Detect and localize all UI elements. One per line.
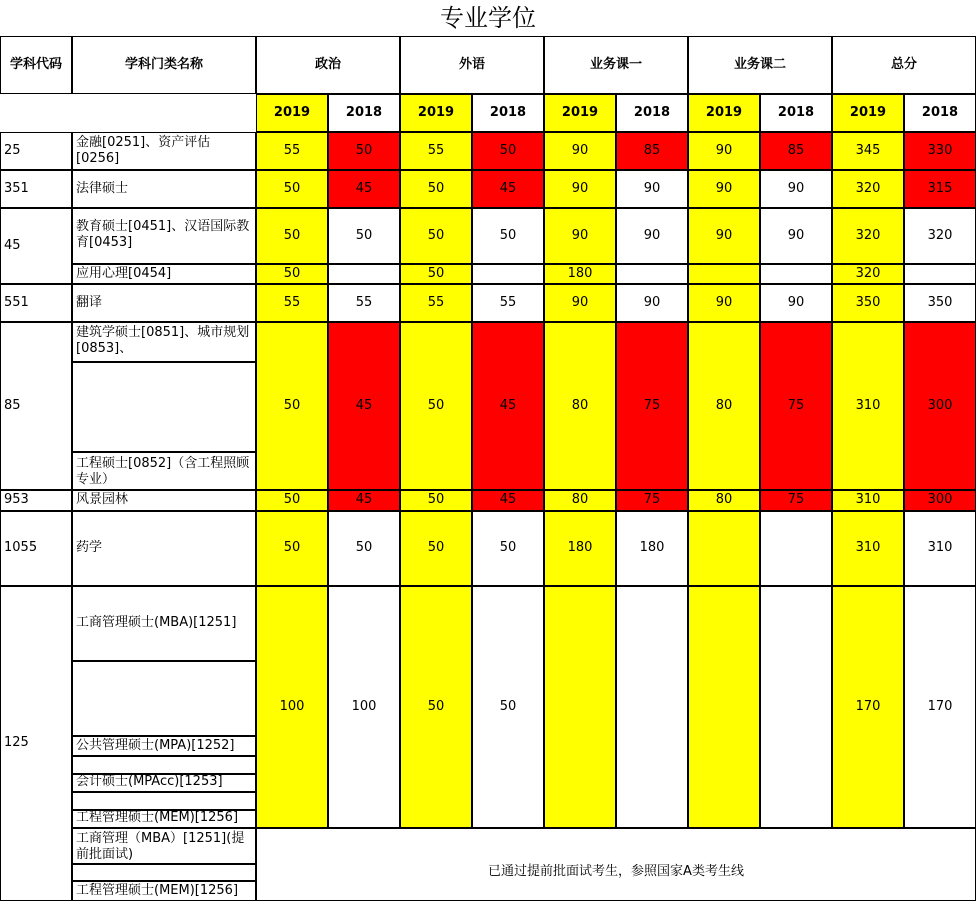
- subject-name-blank: [72, 792, 256, 810]
- score-cell: 55: [400, 284, 472, 322]
- score-cell: [616, 264, 688, 284]
- score-cell: 90: [760, 208, 832, 264]
- score-cell: 170: [832, 586, 904, 828]
- score-cell: [688, 511, 760, 586]
- score-cell: 50: [400, 586, 472, 828]
- score-cell: [328, 264, 400, 284]
- year-politics-2019: 2019: [256, 94, 328, 132]
- score-cell: 90: [544, 208, 616, 264]
- score-cell: 300: [904, 490, 976, 511]
- score-cell: 90: [544, 132, 616, 170]
- score-cell: [760, 586, 832, 828]
- score-cell: 80: [688, 322, 760, 490]
- score-cell: 50: [400, 322, 472, 490]
- score-cell: 50: [472, 208, 544, 264]
- score-cell: 300: [904, 322, 976, 490]
- year-total-2019: 2019: [832, 94, 904, 132]
- score-cell: 50: [472, 586, 544, 828]
- score-cell: 345: [832, 132, 904, 170]
- score-cell: 50: [400, 170, 472, 208]
- score-cell: 310: [832, 511, 904, 586]
- score-cell: 100: [256, 586, 328, 828]
- score-cell: 90: [616, 284, 688, 322]
- year-course1-2019: 2019: [544, 94, 616, 132]
- subject-name: 翻译: [72, 284, 256, 322]
- header-course-two: 业务课二: [688, 36, 832, 94]
- score-cell: 55: [472, 284, 544, 322]
- subject-code: 25: [0, 132, 72, 170]
- score-cell: [760, 511, 832, 586]
- score-cell: 310: [904, 511, 976, 586]
- subject-name: 工商管理硕士(MBA)[1251]: [72, 586, 256, 661]
- header-name: 学科门类名称: [72, 36, 256, 94]
- score-cell: 320: [832, 208, 904, 264]
- score-cell: 50: [256, 322, 328, 490]
- score-cell: 55: [400, 132, 472, 170]
- score-cell: 90: [688, 284, 760, 322]
- score-cell: 75: [616, 490, 688, 511]
- subject-name: 工商管理（MBA）[1251](提前批面试): [72, 828, 256, 864]
- header-code: 学科代码: [0, 36, 72, 94]
- score-cell: 80: [544, 490, 616, 511]
- score-cell: 55: [256, 284, 328, 322]
- score-cell: 50: [472, 511, 544, 586]
- early-batch-note: 已通过提前批面试考生，参照国家A类考生线: [256, 828, 976, 901]
- score-cell: 180: [616, 511, 688, 586]
- score-cell: 85: [760, 132, 832, 170]
- score-cell: 90: [544, 170, 616, 208]
- subject-name: 应用心理[0454]: [72, 264, 256, 284]
- year-foreign-2019: 2019: [400, 94, 472, 132]
- score-cell: 90: [616, 170, 688, 208]
- score-cell: 350: [832, 284, 904, 322]
- header-politics: 政治: [256, 36, 400, 94]
- score-cell: 50: [256, 511, 328, 586]
- header-foreign-language: 外语: [400, 36, 544, 94]
- score-cell: 50: [256, 208, 328, 264]
- subject-name: 法律硕士: [72, 170, 256, 208]
- score-cell: [616, 586, 688, 828]
- score-cell: 50: [400, 208, 472, 264]
- score-cell: 330: [904, 132, 976, 170]
- score-cell: 350: [904, 284, 976, 322]
- subject-name: 公共管理硕士(MPA)[1252]: [72, 736, 256, 756]
- score-cell: 50: [328, 132, 400, 170]
- year-politics-2018: 2018: [328, 94, 400, 132]
- score-cell: [904, 264, 976, 284]
- subject-name: 工程管理硕士(MEM)[1256]: [72, 810, 256, 828]
- year-course1-2018: 2018: [616, 94, 688, 132]
- score-cell: 50: [400, 511, 472, 586]
- subject-name-blank: [72, 756, 256, 774]
- subject-name-blank: [72, 661, 256, 736]
- score-cell: 180: [544, 264, 616, 284]
- score-cell: 45: [328, 490, 400, 511]
- year-total-2018: 2018: [904, 94, 976, 132]
- subject-name-blank: [72, 864, 256, 881]
- score-cell: 75: [760, 322, 832, 490]
- year-foreign-2018: 2018: [472, 94, 544, 132]
- score-cell: 55: [256, 132, 328, 170]
- subject-code: 1055: [0, 511, 72, 586]
- subject-code: 551: [0, 284, 72, 322]
- subject-name: 工程管理硕士(MEM)[1256]: [72, 881, 256, 901]
- subject-code: 45: [0, 208, 72, 284]
- score-cell: 320: [832, 170, 904, 208]
- score-cell: 50: [256, 170, 328, 208]
- score-cell: 45: [328, 170, 400, 208]
- subject-name-blank: [72, 362, 256, 452]
- score-cell: 90: [760, 284, 832, 322]
- score-cell: [472, 264, 544, 284]
- score-cell: 45: [472, 322, 544, 490]
- score-cell: 310: [832, 490, 904, 511]
- score-cell: 90: [616, 208, 688, 264]
- score-cell: 90: [760, 170, 832, 208]
- score-cell: 90: [688, 208, 760, 264]
- subject-name: 教育硕士[0451]、汉语国际教育[0453]: [72, 208, 256, 264]
- score-cell: 50: [256, 490, 328, 511]
- score-cell: 100: [328, 586, 400, 828]
- score-cell: 55: [328, 284, 400, 322]
- score-cell: 75: [760, 490, 832, 511]
- header-total: 总分: [832, 36, 976, 94]
- subject-name: 药学: [72, 511, 256, 586]
- score-cell: 170: [904, 586, 976, 828]
- score-cell: 45: [328, 322, 400, 490]
- subject-code: 125: [0, 586, 72, 901]
- subject-name: 建筑学硕士[0851]、城市规划[0853]、: [72, 322, 256, 362]
- header-course-one: 业务课一: [544, 36, 688, 94]
- page-title: 专业学位: [440, 4, 536, 32]
- score-cell: 80: [688, 490, 760, 511]
- score-cell: [760, 264, 832, 284]
- year-course2-2018: 2018: [760, 94, 832, 132]
- score-cell: 315: [904, 170, 976, 208]
- score-cell: 50: [400, 264, 472, 284]
- score-cell: 320: [832, 264, 904, 284]
- subject-code: 953: [0, 490, 72, 511]
- subject-name: 金融[0251]、资产评估[0256]: [72, 132, 256, 170]
- score-cell: 180: [544, 511, 616, 586]
- score-cell: 310: [832, 322, 904, 490]
- score-cell: 90: [688, 170, 760, 208]
- score-cell: 80: [544, 322, 616, 490]
- year-course2-2019: 2019: [688, 94, 760, 132]
- score-cell: 50: [328, 511, 400, 586]
- subject-name: 会计硕士(MPAcc)[1253]: [72, 774, 256, 792]
- score-cell: [544, 586, 616, 828]
- subject-code: 85: [0, 322, 72, 490]
- subject-code: 351: [0, 170, 72, 208]
- score-cell: 45: [472, 490, 544, 511]
- score-cell: 75: [616, 322, 688, 490]
- score-cell: 50: [400, 490, 472, 511]
- score-cell: 90: [544, 284, 616, 322]
- score-cell: [688, 586, 760, 828]
- subject-name: 风景园林: [72, 490, 256, 511]
- score-cell: 50: [472, 132, 544, 170]
- subject-name: 工程硕士[0852]（含工程照顾专业）: [72, 452, 256, 490]
- score-cell: 90: [688, 132, 760, 170]
- score-cell: 50: [328, 208, 400, 264]
- score-cell: 50: [256, 264, 328, 284]
- score-cell: 320: [904, 208, 976, 264]
- score-cell: 45: [472, 170, 544, 208]
- score-cell: 85: [616, 132, 688, 170]
- score-cell: [688, 264, 760, 284]
